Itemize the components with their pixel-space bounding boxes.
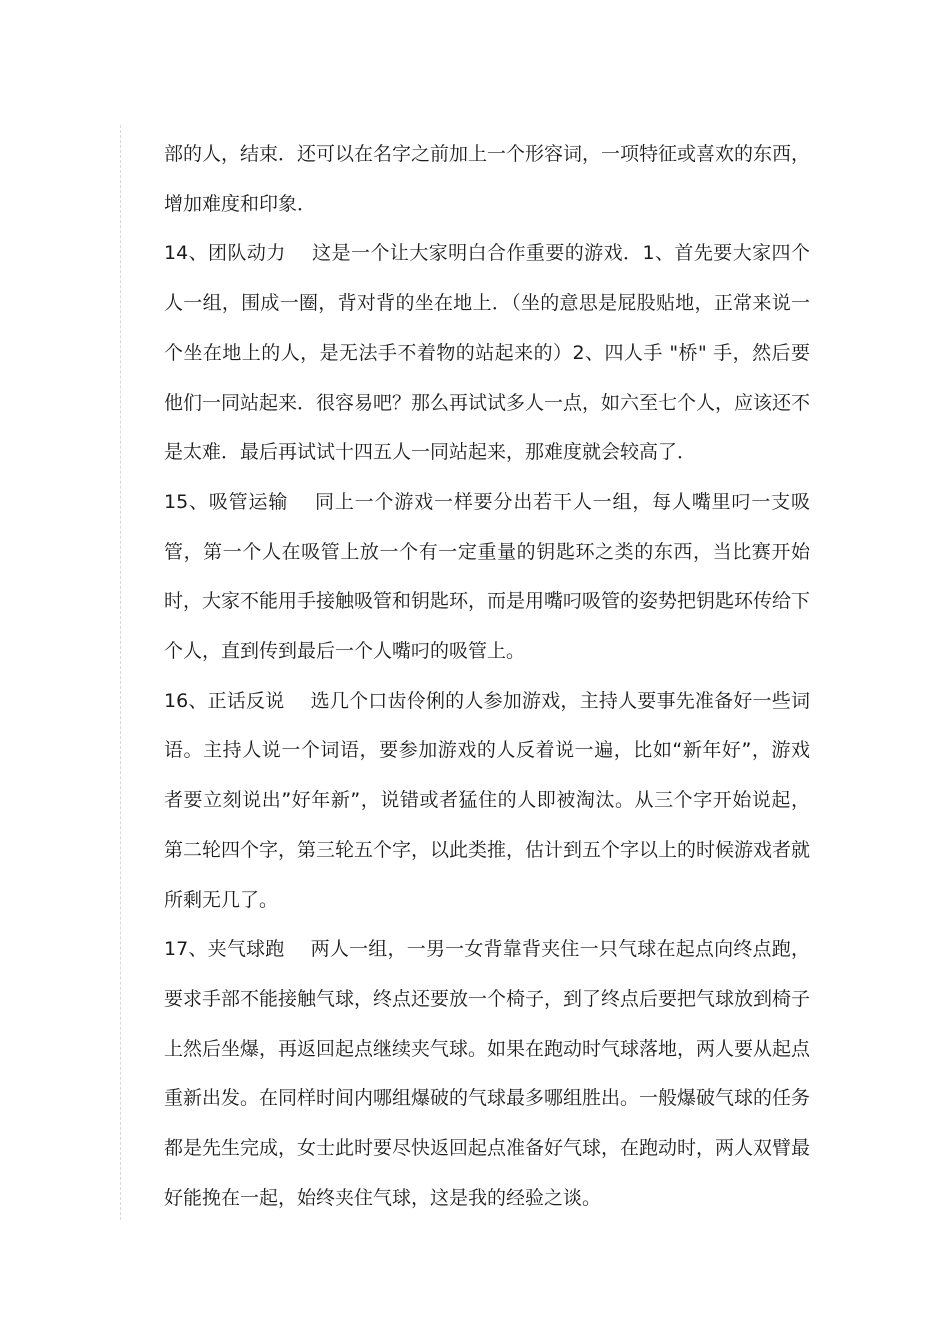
paragraph-balloon-race xyxy=(164,925,810,1223)
paragraph-heading: 17、夹气球跑 xyxy=(164,938,285,961)
paragraph-text: 同上一个游戏一样要分出若干人一组，每人嘴里叼一支吸管，第一个人在吸管上放一个有一定重量的钥匙环之类的东西，当比赛开始时，大家不能用手接触吸管和钥匙环，而是用嘴叼吸管的姿势把钥匙环传给下个人，直到传到最后一个人嘴叼的吸管上。 xyxy=(164,490,811,663)
paragraph-heading: 15、吸管运输 xyxy=(164,490,289,513)
paragraph-heading: 14、团队动力 xyxy=(164,242,286,265)
paragraph-team-dynamics xyxy=(164,229,810,478)
paragraph-heading: 16、正话反说 xyxy=(164,689,285,712)
paragraph-continuation xyxy=(164,130,810,229)
document-body xyxy=(164,130,810,1223)
paragraph-text: 选几个口齿伶俐的人参加游戏，主持人要事先准备好一些词语。主持人说一个词语，要参加游戏的人反着说一遍，比如“新年好”，游戏者要立刻说出”好年新”，说错或者猛住的人即被淘汰。从三个字开始说起，第二轮四个字，第三轮五个字，以此类推，估计到五个字以上的时候游戏者就所剩无几了。 xyxy=(164,689,811,911)
paragraph-reverse-speech xyxy=(164,677,810,926)
paragraph-text: 两人一组，一男一女背靠背夹住一只气球在起点向终点跑，要求手部不能接触气球，终点还要放一个椅子，到了终点后要把气球放到椅子上然后坐爆，再返回起点继续夹气球。如果在跑动时气球落地，两人要从起点重新出发。在同样时间内哪组爆破的气球最多哪组胜出。一般爆破气球的任务都是先生完成，女士此时要尽快返回起点准备好气球，在跑动时，两人双臂最好能挽在一起，始终夹住气球，这是我的经验之谈。 xyxy=(164,938,811,1209)
paragraph-straw-relay xyxy=(164,478,810,677)
paragraph-text: 这是一个让大家明白合作重要的游戏．1、首先要大家四个人一组，围成一圈，背对背的坐在地上．（坐的意思是屁股贴地，正常来说一个坐在地上的人，是无法手不着物的站起来的）2、四人手 "桥" 手，然后要他们一同站起来．很容易吧？那么再试试多人一点，如六至七个人，应该还不是太难．最后再试试十四五人一同站起来，那难度就会较高了． xyxy=(164,242,811,464)
paragraph-text: 部的人，结束．还可以在名字之前加上一个形容词，一项特征或喜欢的东西，增加难度和印象． xyxy=(164,143,811,215)
page-margin-guide xyxy=(120,125,121,1220)
